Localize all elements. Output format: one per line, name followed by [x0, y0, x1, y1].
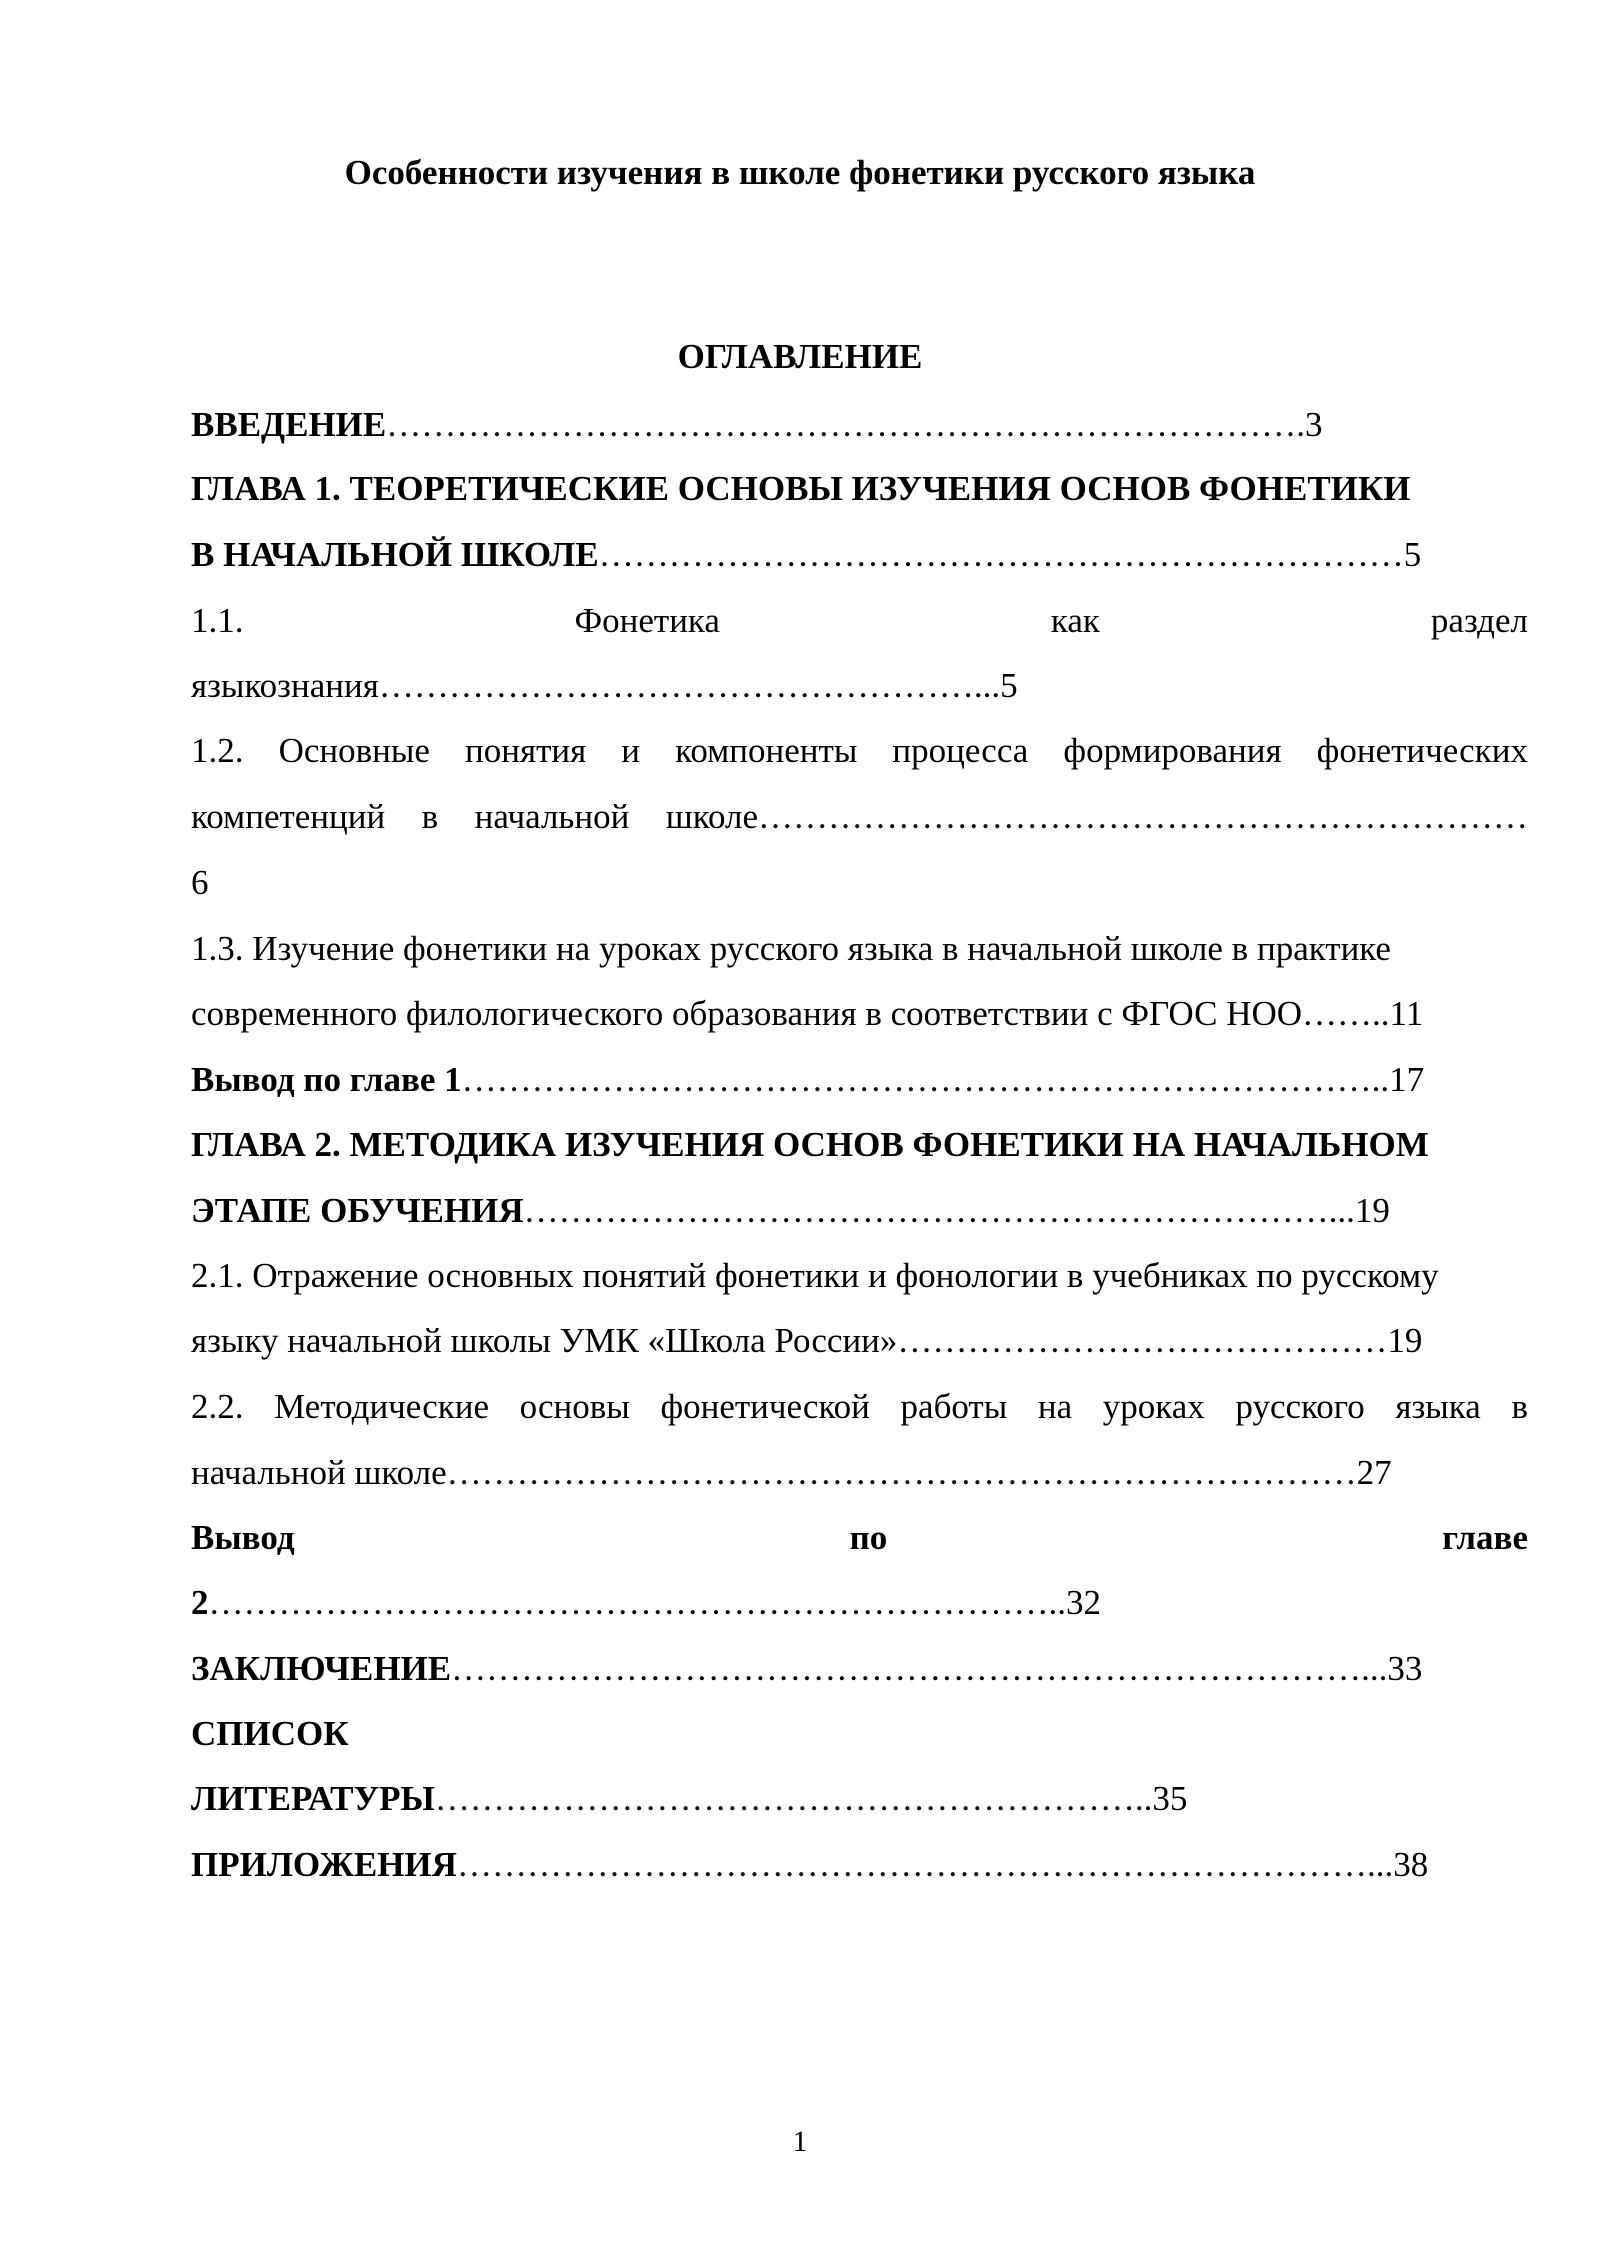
toc-entry-label: 2	[191, 1583, 209, 1622]
toc-entry-label: ВВЕДЕНИЕ	[191, 405, 387, 444]
toc-leader: …………………………………………………………	[758, 797, 1528, 836]
toc-leader: ……………………………………………………………………...	[451, 1649, 1388, 1688]
page-number: 1	[792, 2125, 808, 2158]
toc-entry-conclusion-ch2-line2[interactable]	[191, 1583, 1528, 1623]
toc-leader: ……………………………………………………………………	[446, 1453, 1357, 1492]
toc-entry-2-1-line2[interactable]	[191, 1321, 1528, 1361]
toc-word-with-leader	[666, 797, 1528, 837]
toc-leader: ……………………………………………………………	[598, 535, 1404, 574]
toc-entry-conclusion-ch1[interactable]	[191, 1060, 1528, 1100]
toc-entry-1-3-line1[interactable]: 1.3. Изучение фонетики на уроках русского языка в начальной школе в практике	[191, 929, 1391, 968]
toc-word: 2.2.	[191, 1387, 244, 1426]
toc-word: школе	[665, 797, 758, 836]
toc-page-number: 35	[1152, 1779, 1188, 1818]
toc-entry-chapter2-line2[interactable]	[191, 1191, 1528, 1231]
toc-entry-chapter1-line1[interactable]: ГЛАВА 1. ТЕОРЕТИЧЕСКИЕ ОСНОВЫ ИЗУЧЕНИЯ ОСНОВ ФОНЕТИКИ	[191, 469, 1411, 508]
toc-word: в	[421, 797, 439, 836]
toc-leader: ……..	[1302, 994, 1390, 1033]
toc-entry-label: ЛИТЕРАТУРЫ	[191, 1779, 435, 1818]
toc-word: по	[849, 1518, 888, 1557]
toc-word: Вывод	[191, 1518, 295, 1557]
toc-word: Методические	[274, 1387, 489, 1426]
toc-word: 1.2.	[191, 731, 244, 770]
toc-entry-1-1-line1[interactable]	[191, 601, 1528, 641]
toc-entry-label: ПРИЛОЖЕНИЯ	[191, 1845, 457, 1884]
toc-word: начальной	[474, 797, 630, 836]
toc-word: Фонетика	[574, 601, 720, 640]
toc-leader: …………………………………………………………………….	[386, 405, 1306, 444]
toc-leader: ……………………………………………………………………...	[456, 1845, 1394, 1884]
toc-leader: ……………………………………	[897, 1321, 1388, 1360]
toc-entry-chapter1-line2[interactable]	[191, 535, 1528, 575]
toc-word: на	[1037, 1387, 1073, 1426]
toc-word: компоненты	[675, 731, 858, 770]
toc-entry-label: Вывод по главе 1	[191, 1060, 462, 1099]
toc-entry-1-2-line1[interactable]	[191, 731, 1528, 771]
toc-word: формирования	[1063, 731, 1282, 770]
toc-entry-bibliography-line2[interactable]	[191, 1779, 1528, 1819]
toc-entry-conclusion-ch2-line1[interactable]	[191, 1518, 1528, 1558]
toc-word: и	[621, 731, 641, 770]
toc-entry-label: В НАЧАЛЬНОЙ ШКОЛЕ	[191, 535, 599, 574]
toc-entry-label: ЗАКЛЮЧЕНИЕ	[191, 1649, 452, 1688]
document-title: Особенности изучения в школе фонетики русского языка	[344, 153, 1256, 192]
toc-word: понятия	[465, 731, 587, 770]
toc-entry-1-2-line2[interactable]	[191, 797, 1528, 837]
toc-word: как	[1050, 601, 1100, 640]
toc-entry-2-2-line2[interactable]	[191, 1453, 1528, 1493]
toc-leader: ……………………………………………...	[378, 666, 1001, 705]
toc-page-number: 11	[1389, 994, 1424, 1033]
toc-entry-text: языку начальной школы УМК «Школа России»	[191, 1321, 898, 1360]
toc-word: русского	[1235, 1387, 1365, 1426]
toc-page-number: 5	[1000, 666, 1018, 705]
toc-entry-label: ЭТАПЕ ОБУЧЕНИЯ	[191, 1191, 524, 1230]
toc-entry-2-1-line1[interactable]: 2.1. Отражение основных понятий фонетики и фонологии в учебниках по русскому	[191, 1256, 1439, 1295]
toc-page-number: 19	[1387, 1321, 1423, 1360]
toc-entry-appendix[interactable]	[191, 1845, 1528, 1885]
toc-word: основы	[519, 1387, 630, 1426]
toc-entry-text: современного филологического образования в соответствии с ФГОС НОО	[191, 994, 1303, 1033]
toc-word: раздел	[1430, 601, 1528, 640]
toc-entry-1-3-line2[interactable]	[191, 994, 1528, 1034]
toc-leader: ……………………………………………………..	[434, 1779, 1153, 1818]
toc-page-number: 17	[1389, 1060, 1425, 1099]
toc-word: процесса	[892, 731, 1029, 770]
toc-word: в	[1511, 1387, 1528, 1426]
toc-page-number: 3	[1305, 405, 1323, 444]
toc-word: главе	[1442, 1518, 1528, 1557]
toc-page-number: 33	[1387, 1649, 1423, 1688]
toc-entry-text: языкознания	[191, 666, 379, 705]
toc-word: языка	[1395, 1387, 1481, 1426]
toc-page-number: 27	[1356, 1453, 1392, 1492]
toc-leader: ……………………………………………………………...	[523, 1191, 1355, 1230]
toc-page-number: .32	[1057, 1583, 1101, 1622]
toc-word: Основные	[278, 731, 430, 770]
toc-entry-text: начальной школе	[191, 1453, 447, 1492]
toc-word: компетенций	[191, 797, 386, 836]
toc-entry-2-2-line1[interactable]	[191, 1387, 1528, 1427]
toc-entry-intro[interactable]	[191, 405, 1528, 445]
toc-leader: ……………………………………………………………………..	[461, 1060, 1390, 1099]
toc-page-number: 6	[191, 863, 209, 902]
toc-page-number: 38	[1393, 1845, 1429, 1884]
toc-heading: ОГЛАВЛЕНИЕ	[677, 337, 923, 376]
toc-word: работы	[900, 1387, 1008, 1426]
toc-entry-1-2-page-line[interactable]	[191, 863, 1528, 903]
toc-leader: ……………………………………………………………….	[208, 1583, 1058, 1622]
toc-entry-chapter2-line1[interactable]: ГЛАВА 2. МЕТОДИКА ИЗУЧЕНИЯ ОСНОВ ФОНЕТИКИ НА НАЧАЛЬНОМ	[191, 1125, 1429, 1164]
toc-entry-bibliography-line1[interactable]: СПИСОК	[191, 1714, 349, 1753]
toc-page-number: 5	[1403, 535, 1422, 574]
toc-word: фонетических	[1316, 731, 1528, 770]
toc-entry-1-1-line2[interactable]	[191, 666, 1528, 706]
toc-page-number: 19	[1354, 1191, 1390, 1230]
toc-word: 1.1.	[191, 601, 244, 640]
toc-entry-conclusion[interactable]	[191, 1649, 1528, 1689]
toc-word: фонетической	[660, 1387, 870, 1426]
toc-word: уроках	[1102, 1387, 1205, 1426]
